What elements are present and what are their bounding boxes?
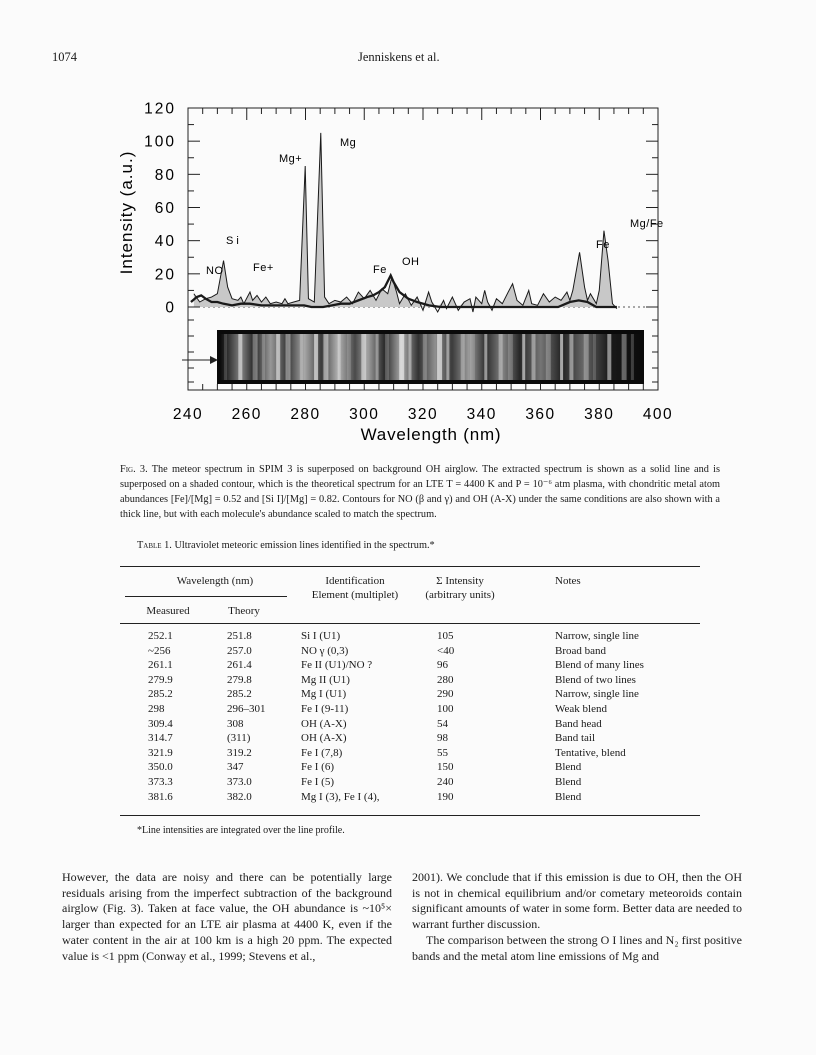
cell-measured: 350.0 (148, 761, 173, 774)
y-tick-label: 40 (154, 233, 176, 251)
measured-spectrum-line (194, 133, 617, 312)
cell-identification: Si I (U1) (301, 630, 341, 642)
spectrum-emission-band (532, 334, 536, 380)
peak-label: Fe+ (253, 262, 274, 274)
cell-notes: Band tail (555, 732, 596, 745)
spectrum-emission-band (300, 334, 303, 380)
cell-identification: Mg II (U1) (301, 673, 350, 686)
cell-notes: Band head (555, 717, 602, 730)
y-tick-label: 20 (154, 266, 176, 284)
header-bottom-rule (120, 623, 700, 624)
cell-theory: 382.0 (227, 790, 252, 803)
peak-label: Si (226, 235, 242, 247)
cell-identification: NO γ (0,3) (301, 644, 349, 657)
spectrum-emission-band (546, 334, 551, 380)
spectrum-emission-band (253, 334, 258, 380)
cell-identification: OH (A-X) (301, 732, 347, 745)
cell-intensity: 98 (437, 732, 448, 745)
body-left-column (62, 870, 392, 964)
cell-identification: Mg I (U1) (301, 688, 347, 701)
spectrum-emission-band (323, 334, 328, 380)
cell-notes: Blend (555, 790, 582, 803)
cell-identification: Fe I (7,8) (301, 746, 343, 759)
y-tick-label: 0 (165, 299, 176, 317)
x-tick-label: 260 (231, 406, 262, 423)
spectrum-emission-band (584, 334, 589, 380)
cell-intensity: 96 (437, 659, 448, 672)
cell-notes: Weak blend (555, 702, 607, 715)
cell-theory: 261.4 (227, 659, 252, 672)
cell-theory: 296–301 (227, 702, 266, 715)
x-tick-label: 400 (642, 406, 674, 423)
figure-caption-text: The meteor spectrum in SPIM 3 is superposed on background OH airglow. The extracted spectrum is shown as a solid line and is superposed on a shaded contour, which is the theoretical spectrum for an LTE T = 4400 K and P = 10⁻⁶ atm plasma, with chondritic metal atom abundances [Fe]/[Mg] = 0.52 and [Si I]/[Mg] = 0.82. Contours for NO (β and γ) and OH (A-X) under the same conditions are also shown with a thick line, but with each molecule's abundance scaled to match the spectrum. (120, 464, 721, 520)
cell-intensity: 150 (437, 761, 454, 774)
arrow-icon (210, 356, 218, 364)
peak-label: Fe (373, 264, 387, 276)
cell-notes: Narrow, single line (555, 630, 639, 642)
x-tick-label: 300 (349, 406, 380, 423)
header-theory: Theory (228, 605, 260, 617)
cell-measured: ~256 (148, 644, 171, 657)
table-row (120, 776, 700, 791)
spectrum-emission-band (560, 334, 563, 380)
cell-theory: 347 (227, 761, 244, 774)
spectrum-emission-band (409, 334, 412, 380)
spectrum-emission-band (347, 334, 351, 380)
cell-measured: 314.7 (148, 732, 173, 745)
spectrum-emission-band (262, 334, 265, 380)
y-tick-label: 120 (144, 100, 176, 118)
spectrum-emission-band (423, 334, 427, 380)
figure-caption-label: Fig. 3. (120, 464, 148, 475)
peak-label: OH (402, 256, 420, 268)
y-tick-label: 60 (154, 200, 176, 217)
cell-measured: 381.6 (148, 790, 173, 803)
y-axis-label: Intensity (a.u.) (117, 150, 136, 275)
y-tick-label: 80 (154, 166, 176, 184)
table-caption-label: Table 1. (137, 540, 172, 551)
body-right-column (412, 870, 742, 964)
spectrum-emission-band (437, 334, 442, 380)
spectrum-emission-band (607, 334, 611, 380)
cell-identification: OH (A-X) (301, 717, 347, 730)
header-wavelength: Wavelength (nm) (176, 575, 254, 587)
table-row (120, 674, 700, 689)
cell-notes: Broad band (555, 644, 607, 657)
peak-label: Mg+ (279, 153, 303, 165)
header-element-multiplet: Element (multiplet) (311, 589, 399, 601)
spectrum-emission-band (631, 334, 634, 380)
right-column-paragraph-2: The comparison between the strong O I lines and N₂ first positive bands and the metal atom line emissions of Mg and (412, 932, 742, 963)
table-row (120, 732, 700, 747)
cell-intensity: 280 (437, 673, 454, 686)
spectrum-emission-band (593, 334, 596, 380)
spectrum-emission-band (385, 334, 389, 380)
table-row (120, 747, 700, 762)
spectrum-emission-band (399, 334, 404, 380)
header-identification: Identification (325, 575, 385, 587)
cell-identification: Fe I (5) (301, 775, 334, 788)
spectrum-emission-band (276, 334, 280, 380)
header-measured: Measured (146, 605, 190, 617)
spectrum-emission-band (314, 334, 318, 380)
peak-label: Mg/Fe (630, 218, 664, 230)
x-tick-label: 380 (584, 406, 615, 423)
x-tick-label: 280 (290, 406, 321, 423)
cell-intensity: 54 (437, 717, 448, 730)
spectrum-emission-band (224, 334, 227, 380)
cell-theory: 319.2 (227, 746, 252, 759)
spectrum-figure (110, 98, 690, 456)
spectrum-emission-band (286, 334, 291, 380)
cell-theory: 285.2 (227, 688, 252, 701)
table-row (120, 630, 700, 645)
cell-intensity: 290 (437, 688, 454, 701)
left-column-paragraph: However, the data are noisy and there can be potentially large residuals arising from the imperfect subtraction of the background airglow (Fig. 3). Taken at face value, the OH abundance is ~10⁵× larger than expected for an LTE air plasma at 4400 K, even if the water content in the air at 100 km is a high 20 ppm. The expected value is <1 ppm (Conway et al., 1999; Stevens et al., (62, 870, 392, 963)
cell-intensity: 105 (437, 630, 454, 642)
x-tick-label: 240 (172, 406, 204, 423)
spectrum-emission-band (508, 334, 513, 380)
spectrum-emission-band (361, 334, 366, 380)
header-notes: Notes (555, 575, 581, 587)
cell-notes: Blend (555, 775, 582, 788)
running-title: Jenniskens et al. (358, 50, 440, 64)
spectrum-emission-band (569, 334, 573, 380)
cell-measured: 309.4 (148, 717, 173, 730)
x-tick-label: 360 (525, 406, 556, 423)
table-row (120, 645, 700, 660)
peak-label: Fe (596, 239, 610, 251)
cell-identification: Fe I (6) (301, 761, 334, 774)
right-column-paragraph-1: 2001). We conclude that if this emission is due to OH, then the OH is not in chemical equilibrium and/or cometary meteoroids contain significant amounts of water in some form. Better data are needed to warrant further discussion. (412, 870, 742, 932)
table-caption-title: Ultraviolet meteoric emission lines identified in the spectrum.* (174, 540, 435, 551)
table-bottom-rule (120, 815, 700, 816)
y-tick-label: 100 (144, 133, 176, 151)
table-row (120, 761, 700, 776)
page-number: 1074 (52, 50, 77, 64)
cell-measured: 373.3 (148, 775, 173, 788)
spectrum-emission-band (522, 334, 525, 380)
table-row (120, 659, 700, 674)
cell-measured: 285.2 (148, 688, 173, 701)
cell-notes: Narrow, single line (555, 688, 639, 701)
spectrum-emission-band (499, 334, 503, 380)
cell-intensity: 55 (437, 746, 448, 759)
x-tick-label: 320 (407, 406, 439, 423)
cell-measured: 261.1 (148, 659, 173, 672)
spectrum-image (220, 334, 642, 380)
table-body (120, 630, 700, 805)
cell-intensity: 100 (437, 702, 454, 715)
cell-identification: Fe I (9-11) (301, 702, 349, 715)
table-row (120, 718, 700, 733)
table-row (120, 791, 700, 806)
cell-theory: 308 (227, 717, 244, 730)
spectrum-emission-band (446, 334, 449, 380)
table-row (120, 703, 700, 718)
cell-theory: 279.8 (227, 673, 252, 686)
cell-intensity: 240 (437, 775, 454, 788)
cell-identification: Fe II (U1)/NO ? (301, 659, 373, 672)
cell-theory: 373.0 (227, 775, 252, 788)
figure-caption (120, 462, 720, 522)
cell-notes: Blend of many lines (555, 659, 644, 672)
spectrum-emission-band (338, 334, 341, 380)
table-footnote: *Line intensities are integrated over the line profile. (137, 825, 345, 836)
table-row (120, 688, 700, 703)
cell-measured: 279.9 (148, 673, 173, 686)
cell-theory: (311) (227, 732, 251, 745)
spectrum-emission-band (470, 334, 475, 380)
cell-notes: Blend of two lines (555, 673, 636, 686)
header-intensity-units: (arbitrary units) (425, 589, 495, 601)
cell-theory: 251.8 (227, 630, 252, 642)
spectrum-emission-band (484, 334, 487, 380)
x-tick-label: 340 (466, 406, 497, 423)
header-intensity: Σ Intensity (436, 575, 484, 587)
table-top-rule (120, 566, 700, 567)
cell-identification: Mg I (3), Fe I (4), (301, 790, 380, 803)
cell-intensity: <40 (437, 644, 455, 657)
spectrum-emission-band (622, 334, 627, 380)
cell-measured: 298 (148, 702, 165, 715)
cell-measured: 252.1 (148, 630, 173, 642)
header-subrule (125, 596, 287, 597)
cell-notes: Tentative, blend (555, 746, 626, 759)
spectrum-emission-band (238, 334, 242, 380)
spectrum-emission-band (461, 334, 465, 380)
peak-label: NO (206, 265, 224, 277)
cell-intensity: 190 (437, 790, 454, 803)
spectrum-emission-band (376, 334, 379, 380)
cell-notes: Blend (555, 761, 582, 774)
theoretical-spectrum-fill (194, 133, 617, 307)
table-caption (137, 540, 435, 551)
peak-label: Mg (340, 137, 357, 149)
cell-theory: 257.0 (227, 644, 252, 657)
x-axis-label: Wavelength (nm) (360, 425, 502, 444)
cell-measured: 321.9 (148, 746, 173, 759)
